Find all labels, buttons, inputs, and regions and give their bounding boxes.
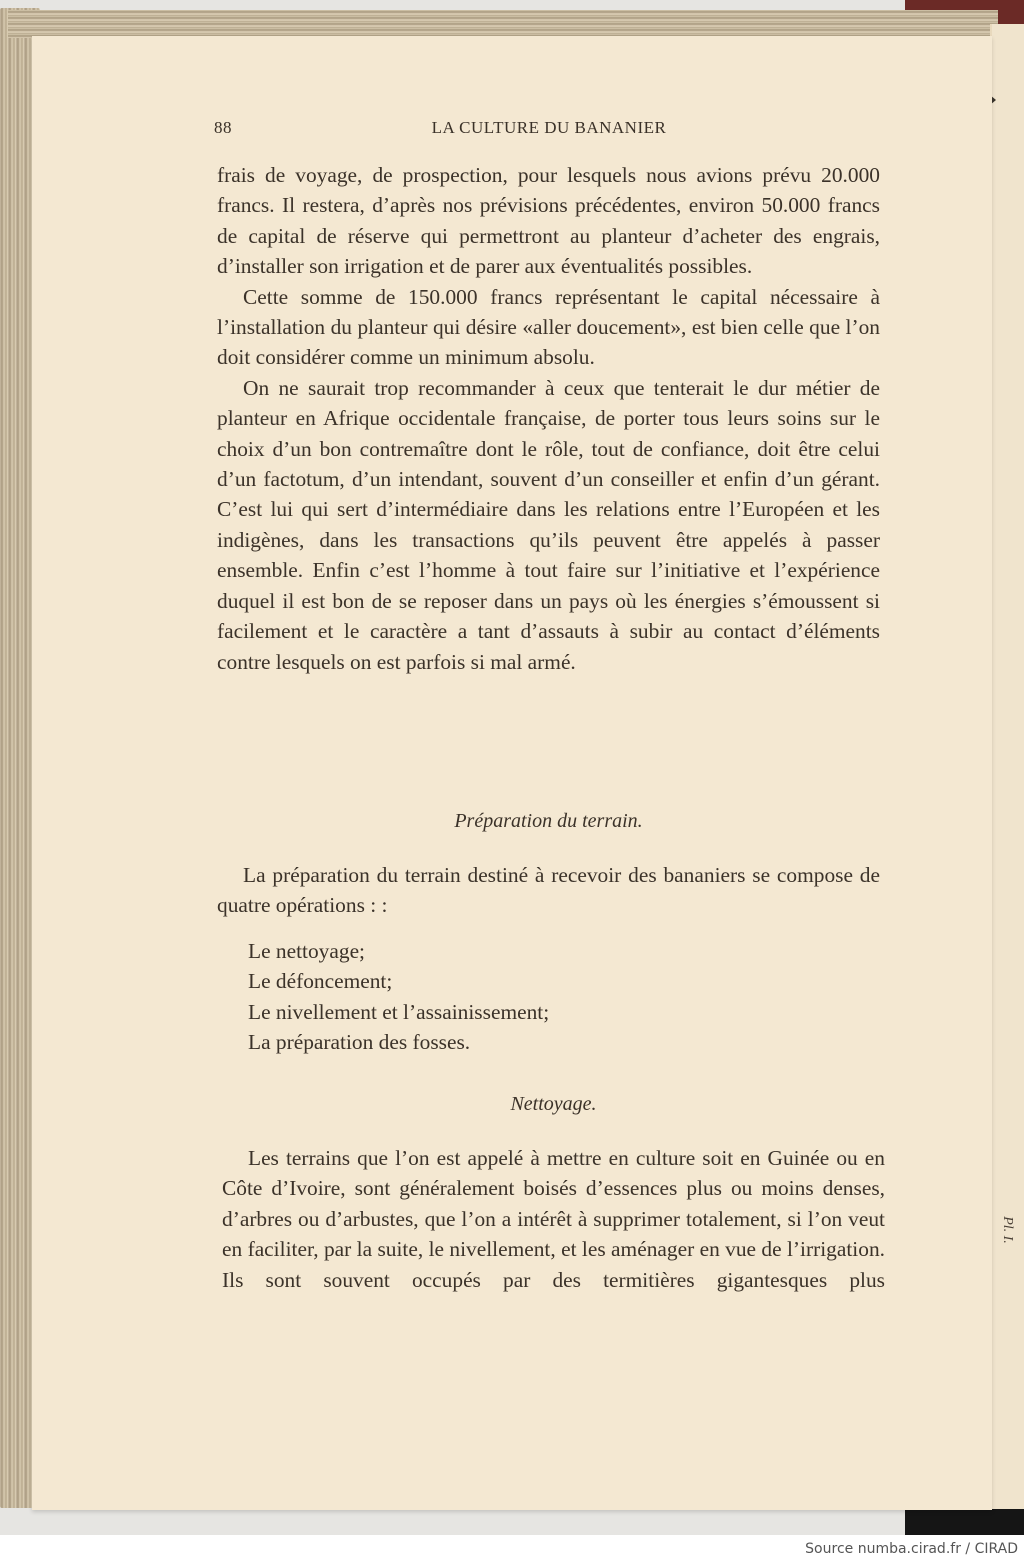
paragraph: frais de voyage, de prospection, pour lesquels nous avions prévu 20.000 francs. Il restera, d’après nos prévisions précédentes, environ 50.000 francs de capital de réserve qui permettront au planteur d’acheter des engrais, d’installer son irrigation et de parer aux éventualités possibles. [217,163,880,279]
facing-page-edge [990,24,1024,1509]
page-number: 88 [214,118,232,137]
page-edges-top [8,10,998,38]
list-item: Le défoncement; [248,969,393,994]
body-text-top [217,160,880,677]
margin-note-text: Pl. I. [999,1216,1015,1244]
body-text-bottom [222,1143,885,1295]
operations-list [248,936,549,1058]
source-caption: Source numba.cirad.fr / CIRAD [805,1541,1018,1557]
paragraph: Les terrains que l’on est appelé à mettre en culture soit en Guinée ou en Côte d’Ivoire, sont généralement boisés d’essences plus ou moins denses, d’arbres ou d’arbustes, que l’on a intérêt à supprimer totalement, si l’on veut en faciliter, par la suite, le nivellement, et les aménager en vue de l’irrigation. Ils sont souvent occupés par des termitières gigantesques plus [222,1146,885,1292]
section-heading: Préparation du terrain. [454,810,643,832]
margin-note [990,1210,1024,1250]
section-intro [217,860,880,921]
paragraph: Cette somme de 150.000 francs représentant le capital nécessaire à l’installation du planteur qui désire «aller doucement», est bien celle que l’on doit considérer comme un minimum absolu. [217,284,880,370]
running-title: LA CULTURE DU BANANIER [431,118,667,137]
paragraph: La préparation du terrain destiné à recevoir des bananiers se compose de quatre opérations : : [217,863,880,918]
paragraph: On ne saurait trop recommander à ceux que tenterait le dur métier de planteur en Afrique occidentale française, de porter tous leurs soins sur le choix d’un bon contremaître dont le rôle, tout de confiance, doit être celui d’un factotum, d’un intendant, souvent d’un conseiller et enfin d’un gérant. C’est lui qui sert d’intermédiaire dans les relations entre l’Européen et les indigènes, dans les transactions qu’ils peuvent être appelés à passer ensemble. Enfin c’est l’homme à tout faire sur l’initiative et l’expérience duquel il est bon de se reposer dans un pays où les énergies s’émoussent si facilement et le caractère a tant d’assauts à subir au contact d’éléments contre lesquels on est parfois si mal armé. [217,375,880,674]
section-heading: Nettoyage. [510,1093,597,1115]
list-item: La préparation des fosses. [248,1030,471,1055]
list-item: Le nivellement et l’assainissement; [248,999,550,1024]
list-item: Le nettoyage; [248,939,366,963]
